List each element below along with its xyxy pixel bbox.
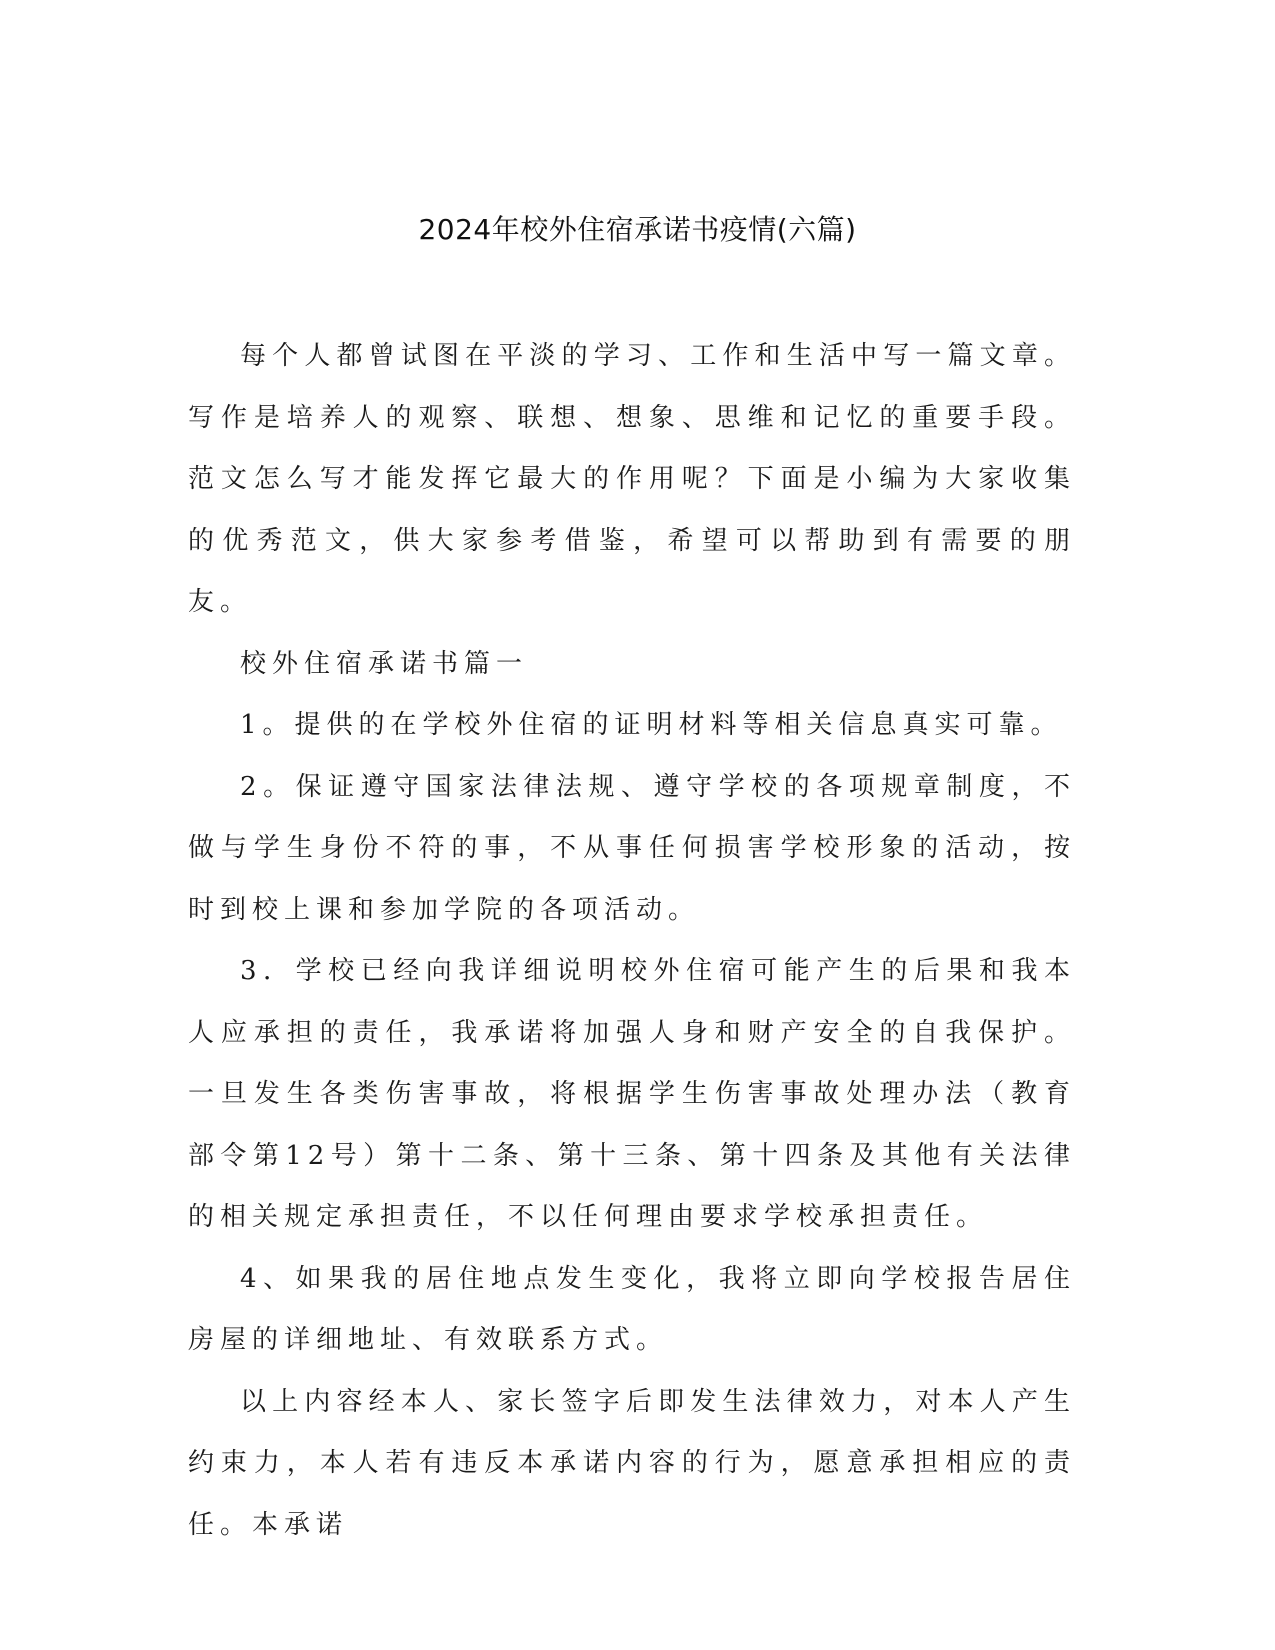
clause-3: 3．学校已经向我详细说明校外住宿可能产生的后果和我本人应承担的责任，我承诺将加强人身和财产安全的自我保护。一旦发生各类伤害事故，将根据学生伤害事故处理办法（教育部令第12号）第十二条、第十三条、第十四条及其他有关法律的相关规定承担责任，不以任何理由要求学校承担责任。 — [188, 956, 1076, 1232]
section-heading: 校外住宿承诺书篇一 — [240, 648, 529, 679]
clause-4: 4、如果我的居住地点发生变化，我将立即向学校报告居住房屋的详细地址、有效联系方式。 — [188, 1263, 1076, 1355]
document-title: 2024年校外住宿承诺书疫情(六篇) — [418, 213, 857, 246]
closing-paragraph: 以上内容经本人、家长签字后即发生法律效力，对本人产生约束力，本人若有违反本承诺内容的行为，愿意承担相应的责任。本承诺 — [188, 1386, 1076, 1540]
clause-1: 1。提供的在学校外住宿的证明材料等相关信息真实可靠。 — [240, 710, 1063, 740]
document-body — [188, 326, 1076, 1556]
intro-paragraph: 每个人都曾试图在平淡的学习、工作和生活中写一篇文章。写作是培养人的观察、联想、想象、思维和记忆的重要手段。范文怎么写才能发挥它最大的作用呢？下面是小编为大家收集的优秀范文，供大家参考借鉴，希望可以帮助到有需要的朋友。 — [188, 341, 1076, 617]
clause-2: 2。保证遵守国家法律法规、遵守学校的各项规章制度，不做与学生身份不符的事，不从事任何损害学校形象的活动，按时到校上课和参加学院的各项活动。 — [188, 771, 1076, 925]
